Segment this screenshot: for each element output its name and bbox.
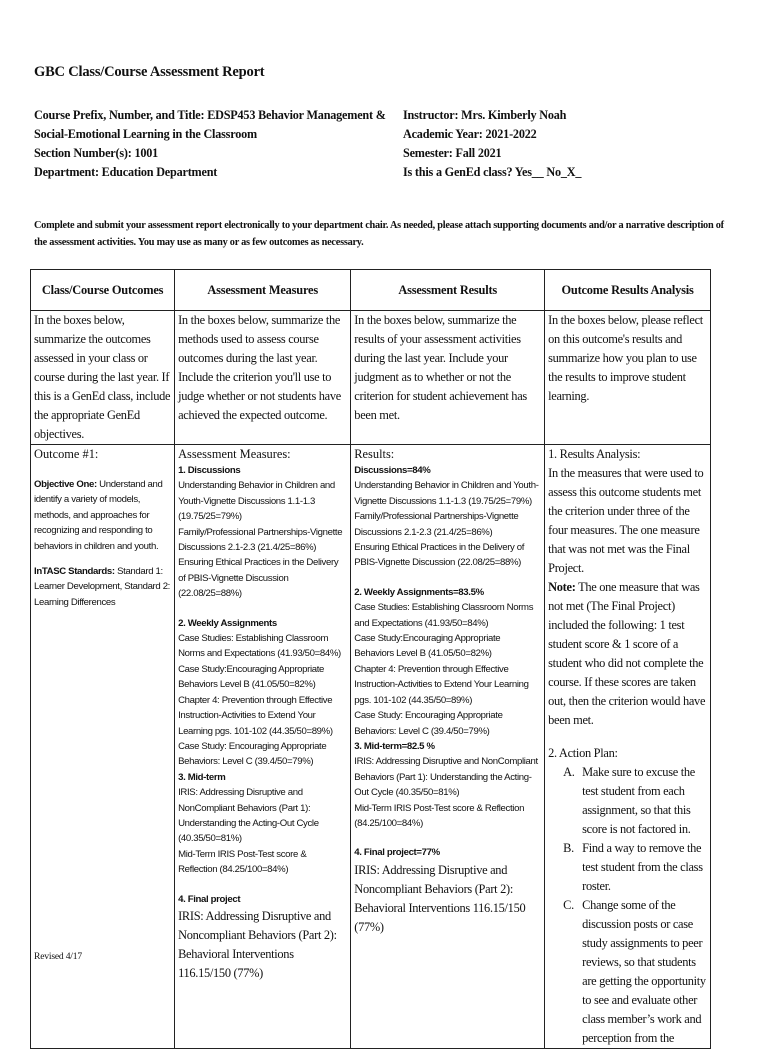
list-item: Case Study:Encouraging Appropriate Behaviors Level B (41.05/50=82%) bbox=[178, 663, 325, 691]
instructor: Instructor: Mrs. Kimberly Noah bbox=[403, 108, 567, 122]
list-item-text: Make sure to excuse the test student from each assignment, so that this score is not factored in. bbox=[582, 765, 695, 836]
list-marker: C. bbox=[563, 898, 574, 912]
list-item: Family/Professional Partnerships-Vignette Discussions 2.1-2.3 (21.4/25=86%) bbox=[178, 526, 343, 554]
list-item: Chapter 4: Prevention through Effective Instruction-Activities to Extend Your Learning pgs. 101-102 (44.35/50=89%) bbox=[354, 663, 529, 706]
outcome-label: Outcome #1: bbox=[34, 447, 99, 461]
course-info bbox=[34, 106, 386, 182]
list-item: Chapter 4: Prevention through Effective Instruction-Activities to Extend Your Learning pgs. 101-102 (44.35/50=89%) bbox=[178, 694, 333, 737]
list-marker: B. bbox=[563, 841, 574, 855]
note-text: The one measure that was not met (The Final Project) included the following: 1 test student score & 1 score of a student who did not complete the course. If these scores are taken out, then the criterion would have been met. bbox=[548, 580, 706, 727]
report-title: GBC Class/Course Assessment Report bbox=[34, 64, 265, 80]
course-title-line-1: Course Prefix, Number, and Title: EDSP453 Behavior Management & bbox=[34, 108, 386, 122]
assessment-table bbox=[30, 269, 711, 1049]
list-item: Mid-Term IRIS Post-Test score & Reflection (84.25/100=84%) bbox=[354, 802, 525, 829]
list-item: Case Studies: Establishing Classroom Norms and Expectations (41.93/50=84%) bbox=[354, 602, 534, 629]
results-midterm-title: 3. Mid-term=82.5 % bbox=[354, 740, 435, 752]
results-cell bbox=[351, 445, 545, 1049]
list-item: Case Study: Encouraging Appropriate Behaviors: Level C (39.4/50=79%) bbox=[178, 740, 327, 768]
header-measures: Assessment Measures bbox=[175, 270, 351, 311]
list-item: Understanding Behavior in Children and Youth-Vignette Discussions 1.1-1.3 (19.75/25=79%) bbox=[354, 480, 539, 507]
list-item-text: Change some of the discussion posts or case study assignments to peer reviews, so that students are getting the opportunity to see and evaluate other class member’s work and perception from the bbox=[582, 898, 706, 1045]
header-outcomes: Class/Course Outcomes bbox=[31, 270, 175, 311]
course-title-line-2: Social-Emotional Learning in the Classroom bbox=[34, 127, 257, 141]
instructions-results: In the boxes below, summarize the results of your assessment activities during the last year. Include your judgment as to whether or not the criterion for student achievement has been met. bbox=[351, 311, 545, 445]
action-plan-title: 2. Action Plan: bbox=[548, 746, 618, 760]
results-label: Results: bbox=[354, 447, 395, 461]
results-analysis-text: In the measures that were used to assess this outcome students met the criterion under three of the four measures. The one measure that was not met was the Final Project. bbox=[548, 466, 704, 575]
academic-year: Academic Year: 2021-2022 bbox=[403, 127, 537, 141]
list-item bbox=[563, 896, 707, 1048]
table-header-row bbox=[31, 270, 711, 311]
instructions-measures: In the boxes below, summarize the methods used to assess course outcomes during the last year. Include the criterion you'll use to judge whether or not students have achieved the expected outcome. bbox=[175, 311, 351, 445]
action-plan-list bbox=[548, 763, 707, 1048]
instructions-paragraph: Complete and submit your assessment report electronically to your department chair. As needed, please attach supporting documents and/or a narrative description of the assessment activities. You may use as many or as few outcomes as necessary. bbox=[34, 220, 724, 248]
gened-question: Is this a GenEd class? Yes__ No_X_ bbox=[403, 165, 582, 179]
results-discussions-title: Discussions=84% bbox=[354, 465, 431, 476]
standards-text: Standard 1: Learner Development, Standard 2: Learning Differences bbox=[34, 566, 170, 608]
objective-label: Objective One: bbox=[34, 479, 97, 490]
list-item: Mid-Term IRIS Post-Test score & Reflection (84.25/100=84%) bbox=[178, 848, 307, 876]
department: Department: Education Department bbox=[34, 165, 218, 179]
revision-footer: Revised 4/17 bbox=[34, 951, 82, 962]
objective-text: Understand and identify a variety of models, methods, and approaches for recognizing and responding to behaviors in children and youth. bbox=[34, 479, 163, 552]
intasc-standards bbox=[34, 564, 171, 610]
measures-final-text: IRIS: Addressing Disruptive and Noncompliant Behaviors (Part 2): Behavioral Interventions 116.15/150 (77%) bbox=[178, 908, 337, 980]
list-item: Family/Professional Partnerships-Vignette Discussions 2.1-2.3 (21.4/25=86%) bbox=[354, 511, 519, 538]
list-item: IRIS: Addressing Disruptive and NonCompliant Behaviors (Part 1): Understanding the Acting-Out Cycle (40.35/50=81%) bbox=[178, 787, 319, 845]
measures-discussions-title: 1. Discussions bbox=[178, 465, 241, 476]
list-item: Case Study:Encouraging Appropriate Behaviors Level B (41.05/50=82%) bbox=[354, 633, 501, 660]
list-item: Understanding Behavior in Children and Youth-Vignette Discussions 1.1-1.3 (19.75/25=79%) bbox=[178, 480, 335, 523]
results-final-text: IRIS: Addressing Disruptive and Noncompliant Behaviors (Part 2): Behavioral Interventions 116.15/150 (77%) bbox=[354, 862, 526, 934]
results-weekly-title: 2. Weekly Assignments=83.5% bbox=[354, 586, 484, 598]
header-results: Assessment Results bbox=[351, 270, 545, 311]
note-label: Note: bbox=[548, 580, 576, 594]
list-marker: A. bbox=[563, 765, 575, 779]
list-item-text: Find a way to remove the test student from the class roster. bbox=[582, 841, 703, 893]
table-row bbox=[31, 445, 711, 1049]
header-analysis: Outcome Results Analysis bbox=[545, 270, 711, 311]
list-item: IRIS: Addressing Disruptive and NonCompliant Behaviors (Part 1): Understanding the Acting-Out Cycle (40.35/50=81%) bbox=[354, 756, 538, 799]
section-number: Section Number(s): 1001 bbox=[34, 146, 159, 160]
list-item: Ensuring Ethical Practices in the Delivery of PBIS-Vignette Discussion (22.08/25=88%) bbox=[354, 542, 525, 569]
list-item: Case Study: Encouraging Appropriate Behaviors: Level C (39.4/50=79%) bbox=[354, 710, 503, 737]
objective-one bbox=[34, 477, 171, 554]
instructions-outcomes: In the boxes below, summarize the outcomes assessed in your class or course during the last year. If this is a GenEd class, include the appropriate GenEd objectives. bbox=[31, 311, 175, 445]
measures-cell bbox=[175, 445, 351, 1049]
analysis-note bbox=[548, 578, 707, 730]
measures-label: Assessment Measures: bbox=[178, 447, 291, 461]
standards-label: InTASC Standards: bbox=[34, 566, 115, 578]
list-item bbox=[563, 839, 707, 896]
measures-final-title: 4. Final project bbox=[178, 893, 241, 905]
results-final-title: 4. Final project=77% bbox=[354, 847, 440, 859]
results-analysis-title: 1. Results Analysis: bbox=[548, 447, 641, 461]
table-row bbox=[31, 311, 711, 445]
list-item bbox=[563, 763, 707, 839]
instructor-info bbox=[403, 106, 733, 182]
list-item: Case Studies: Establishing Classroom Norms and Expectations (41.93/50=84%) bbox=[178, 633, 341, 660]
list-item: Ensuring Ethical Practices in the Delivery of PBIS-Vignette Discussion (22.08/25=88%) bbox=[178, 557, 339, 600]
instructions-analysis: In the boxes below, please reflect on this outcome's results and summarize how you plan to use the results to improve student learning. bbox=[545, 311, 711, 445]
measures-weekly-title: 2. Weekly Assignments bbox=[178, 617, 277, 629]
analysis-cell bbox=[545, 445, 711, 1049]
measures-midterm-title: 3. Mid-term bbox=[178, 771, 226, 783]
semester: Semester: Fall 2021 bbox=[403, 146, 502, 160]
